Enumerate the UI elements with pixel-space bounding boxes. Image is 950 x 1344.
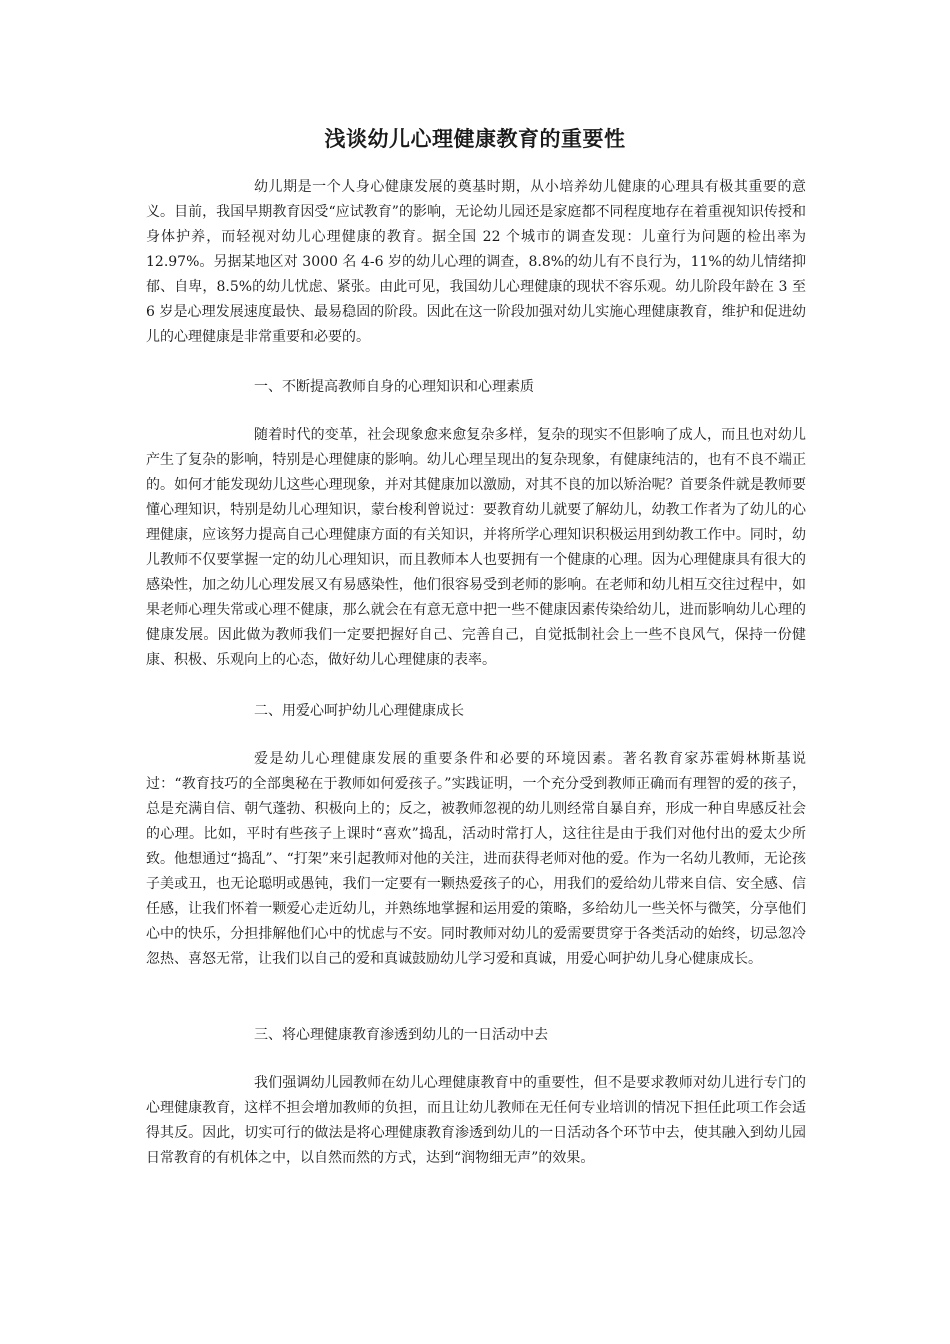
page-title: 浅谈幼儿心理健康教育的重要性: [324, 126, 626, 151]
section-heading-2: 二、用爱心呵护幼儿心理健康成长: [254, 703, 464, 719]
intro-paragraph: 幼儿期是一个人身心健康发展的奠基时期，从小培养幼儿健康的心理具有极其重要的意义。目前，我国早期教育因受“应试教育”的影响，无论幼儿园还是家庭都不同程度地存在着重视知识传授和身体护养，而轻视对幼儿心理健康的教育。据全国 22 个城市的调查发现：儿童行为问题的检出率为 12.97%。另据某地区对 3000 名 4-6 岁的幼儿心理的调查，8.8%的幼儿有不良行为，11%的幼儿情绪抑郁、自卑，8.5%的幼儿忧虑、紧张。由此可见，我国幼儿心理健康的现状不容乐观。幼儿阶段年龄在 3 至 6 岁是心理发展速度最快、最易稳固的阶段。因此在这一阶段加强对幼儿实施心理健康教育，维护和促进幼儿的心理健康是非常重要和必要的。: [146, 179, 806, 345]
section-paragraph-3: 我们强调幼儿园教师在幼儿心理健康教育中的重要性，但不是要求教师对幼儿进行专门的心理健康教育，这样不担会增加教师的负担，而且让幼儿教师在无任何专业培训的情况下担任此项工作会适得其反。因此，切实可行的做法是将心理健康教育渗透到幼儿的一日活动各个环节中去，使其融入到幼儿园日常教育的有机体之中，以自然而然的方式，达到“润物细无声”的效果。: [146, 1075, 806, 1166]
section-heading-3: 三、将心理健康教育渗透到幼儿的一日活动中去: [254, 1027, 548, 1043]
section-heading-1: 一、不断提高教师自身的心理知识和心理素质: [254, 379, 534, 395]
section-paragraph-2: 爱是幼儿心理健康发展的重要条件和必要的环境因素。著名教育家苏霍姆林斯基说过：“教育技巧的全部奥秘在于教师如何爱孩子。”实践证明，一个充分受到教师正确而有理智的爱的孩子，总是充满自信、朝气蓬勃、积极向上的；反之，被教师忽视的幼儿则经常自暴自弃，形成一种自卑感反社会的心理。比如，平时有些孩子上课时“喜欢”捣乱，活动时常打人，这往往是由于我们对他付出的爱太少所致。他想通过“捣乱”、“打架”来引起教师对他的关注，进而获得老师对他的爱。作为一名幼儿教师，无论孩子美或丑，也无论聪明或愚钝，我们一定要有一颗热爱孩子的心，用我们的爱给幼儿带来自信、安全感、信任感，让我们怀着一颗爱心走近幼儿，并熟练地掌握和运用爱的策略，多给幼儿一些关怀与微笑，分享他们心中的快乐，分担排解他们心中的忧虑与不安。同时教师对幼儿的爱需要贯穿于各类活动的始终，切忌忽冷忽热、喜怒无常，让我们以自己的爱和真诚鼓励幼儿学习爱和真诚，用爱心呵护幼儿身心健康成长。: [146, 751, 806, 967]
section-paragraph-1: 随着时代的变革，社会现象愈来愈复杂多样，复杂的现实不但影响了成人，而且也对幼儿产生了复杂的影响，特别是心理健康的影响。幼儿心理呈现出的复杂现象，有健康纯洁的，也有不良不端正的。如何才能发现幼儿这些心理现象，并对其健康加以激励，对其不良的加以矫治呢？首要条件就是教师要懂心理知识，特别是幼儿心理知识，蒙台梭利曾说过：要教育幼儿就要了解幼儿，幼教工作者为了幼儿的心理健康，应该努力提高自己心理健康方面的有关知识，并将所学心理知识积极运用到幼教工作中。同时，幼儿教师不仅要掌握一定的幼儿心理知识，而且教师本人也要拥有一个健康的心理。因为心理健康具有很大的感染性，加之幼儿心理发展又有易感染性，他们很容易受到老师的影响。在老师和幼儿相互交往过程中，如果老师心理失常或心理不健康，那么就会在有意无意中把一些不健康因素传染给幼儿，进而影响幼儿心理的健康发展。因此做为教师我们一定要把握好自己、完善自己，自觉抵制社会上一些不良风气，保持一份健康、积极、乐观向上的心态，做好幼儿心理健康的表率。: [146, 427, 806, 668]
